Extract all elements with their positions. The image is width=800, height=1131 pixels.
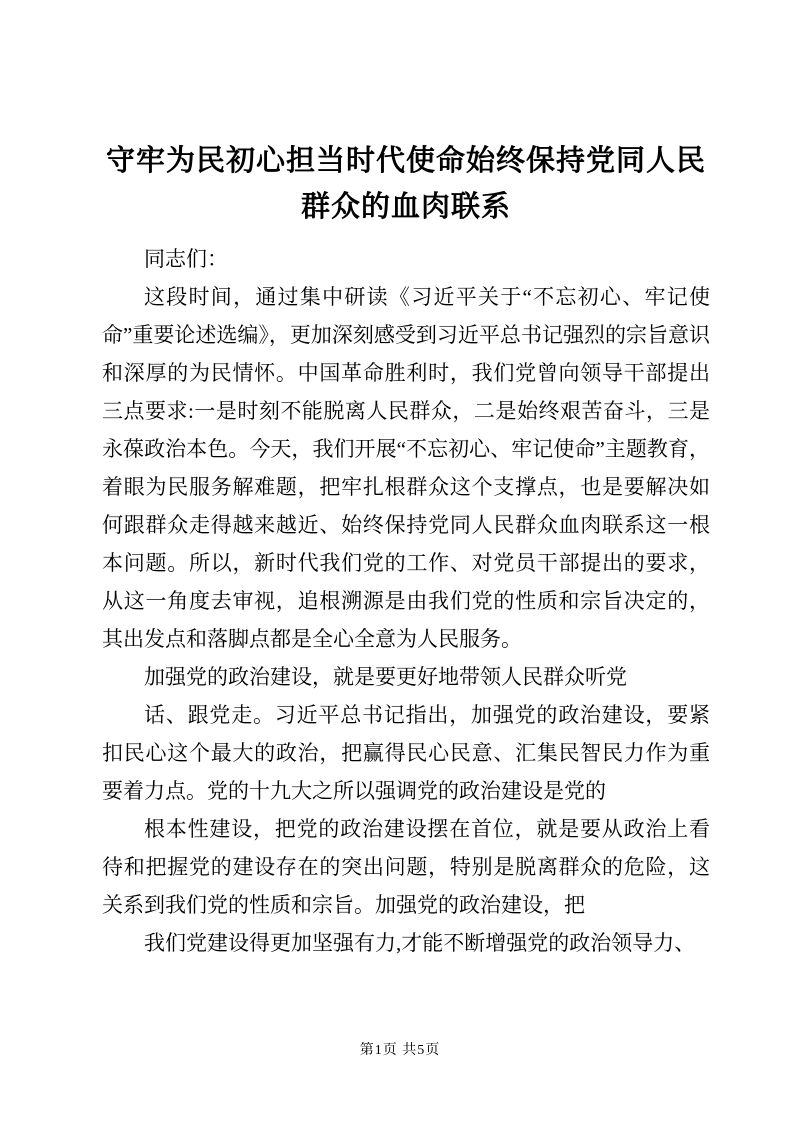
paragraph-salutation: 同志们： xyxy=(144,247,228,271)
paragraph: 加强党的政治建设，就是要更好地带领人民群众听党 xyxy=(144,665,627,689)
document-body xyxy=(102,240,710,962)
paragraph: 我们党建设得更加坚强有力,才能不断增强党的政治领导力、 xyxy=(144,931,696,955)
document-title-line-2: 群众的血肉联系 xyxy=(300,191,511,223)
page-number-footer: 第1页 共5页 xyxy=(359,1043,441,1058)
document-title xyxy=(102,138,710,230)
paragraph: 这段时间，通过集中研读《习近平关于“不忘初心、牢记使命”重要论述选编》，更加深刻感受到习近平总书记强烈的宗旨意识和深厚的为民情怀。中国革命胜利时，我们党曾向领导干部提出三点要求:一是时刻不能脱离人民群众，二是始终艰苦奋斗，三是永葆政治本色。今天，我们开展“不忘初心、牢记使命”主题教育，着眼为民服务解难题，把牢扎根群众这个支撑点，也是要解决如何跟群众走得越来越近、始终保持党同人民群众血肉联系这一根本问题。所以，新时代我们党的工作、对党员干部提出的要求，从这一角度去审视，追根溯源是由我们党的性质和宗旨决定的，其出发点和落脚点都是全心全意为人民服务。 xyxy=(102,285,710,651)
document-title-line-1: 守牢为民初心担当时代使命始终保持党同人民 xyxy=(105,145,706,177)
paragraph: 话、跟党走。习近平总书记指出，加强党的政治建设，要紧扣民心这个最大的政治，把赢得民心民意、汇集民智民力作为重要着力点。党的十九大之所以强调党的政治建设是党的 xyxy=(102,703,710,803)
paragraph: 根本性建设，把党的政治建设摆在首位，就是要从政治上看待和把握党的建设存在的突出问题，特别是脱离群众的危险，这关系到我们党的性质和宗旨。加强党的政治建设，把 xyxy=(102,817,710,917)
